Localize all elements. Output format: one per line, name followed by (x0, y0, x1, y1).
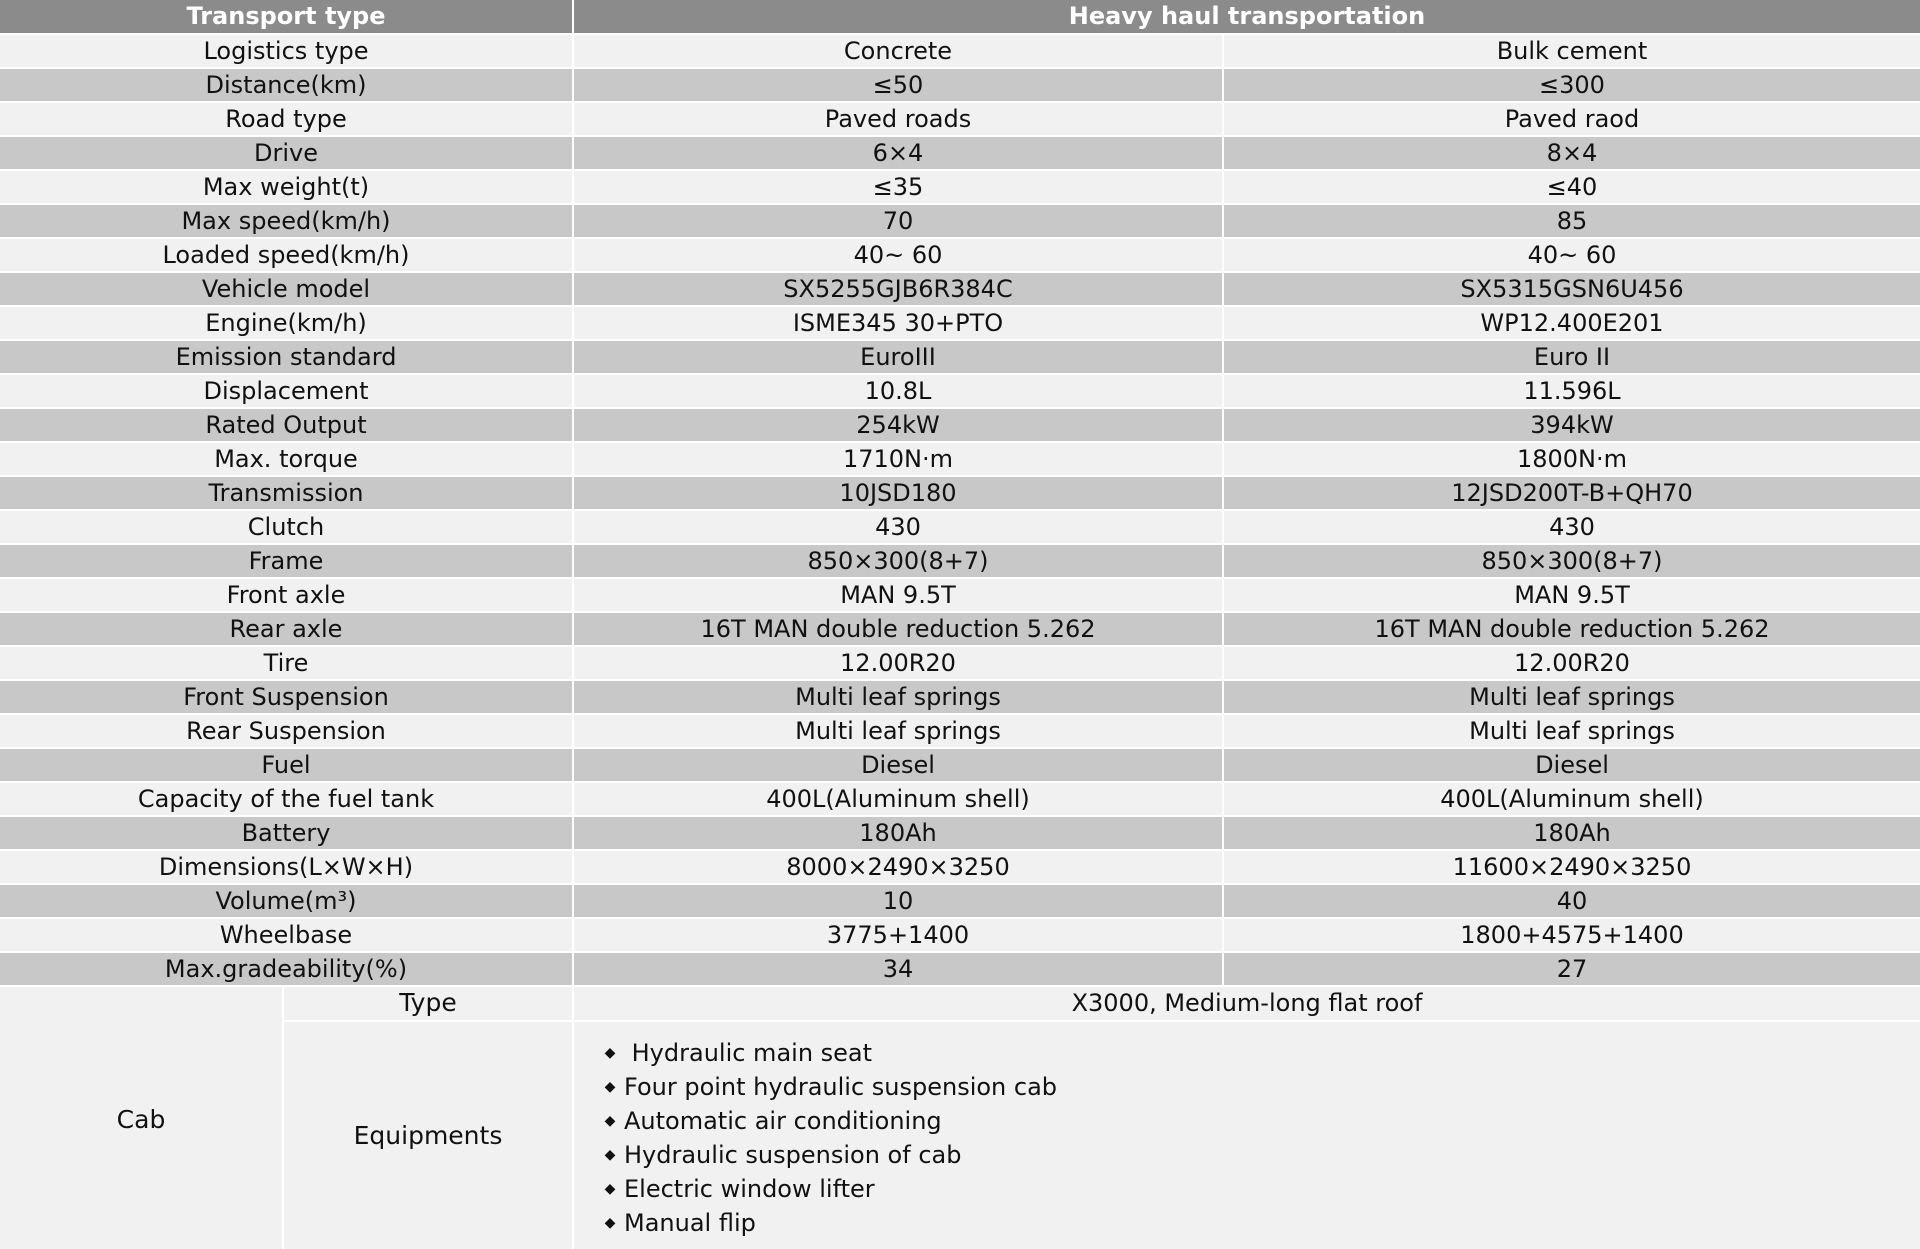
table-row (0, 884, 1920, 918)
cab-type-value: X3000, Medium-long flat roof (1071, 989, 1423, 1017)
concrete-value: Multi leaf springs (795, 717, 1001, 745)
equipment-item (600, 1138, 1057, 1172)
spec-label: Max speed(km/h) (181, 207, 391, 235)
concrete-value: 400L(Aluminum shell) (766, 785, 1030, 813)
table-row (0, 442, 1920, 476)
grid-hline (0, 203, 1920, 205)
grid-hline (0, 543, 1920, 545)
concrete-value: 10.8L (864, 377, 932, 405)
table-row (0, 408, 1920, 442)
concrete-value: EuroIII (860, 343, 936, 371)
grid-hline (0, 101, 1920, 103)
spec-label: Engine(km/h) (205, 309, 367, 337)
concrete-value: 850×300(8+7) (807, 547, 989, 575)
grid-hline (0, 305, 1920, 307)
spec-label: Logistics type (203, 37, 369, 65)
table-row (0, 238, 1920, 272)
bulk-cement-value: Diesel (1535, 751, 1609, 779)
grid-hline (0, 441, 1920, 443)
spec-label: Drive (254, 139, 318, 167)
table-row (0, 612, 1920, 646)
bulk-cement-value: 85 (1556, 207, 1588, 235)
spec-label: Rear Suspension (186, 717, 386, 745)
bulk-cement-value: ≤300 (1539, 71, 1605, 99)
concrete-value: 430 (875, 513, 921, 541)
bulk-cement-value: 11600×2490×3250 (1452, 853, 1692, 881)
grid-vline (282, 986, 284, 1249)
spec-label: Frame (248, 547, 324, 575)
table-row (0, 578, 1920, 612)
concrete-value: 10 (882, 887, 914, 915)
spec-label: Wheelbase (219, 921, 353, 949)
grid-hline (0, 951, 1920, 953)
grid-hline (0, 815, 1920, 817)
spec-label: Emission standard (175, 343, 397, 371)
bulk-cement-value: 1800+4575+1400 (1460, 921, 1684, 949)
concrete-value: 180Ah (859, 819, 937, 847)
grid-hline (0, 33, 1920, 35)
spec-label: Loaded speed(km/h) (162, 241, 410, 269)
table-row (0, 306, 1920, 340)
bulk-cement-value: 12JSD200T-B+QH70 (1451, 479, 1693, 507)
bulk-cement-value: SX5315GSN6U456 (1460, 275, 1684, 303)
grid-hline (0, 713, 1920, 715)
grid-hline (0, 339, 1920, 341)
grid-hline (282, 1020, 1920, 1022)
spec-label: Fuel (261, 751, 311, 779)
cab-equipments-label: Equipments (353, 1121, 503, 1150)
bulk-cement-value: ≤40 (1546, 173, 1598, 201)
concrete-value: MAN 9.5T (840, 581, 956, 609)
bulk-cement-value: 27 (1556, 955, 1588, 983)
concrete-value: 40~ 60 (853, 241, 943, 269)
grid-hline (0, 985, 1920, 987)
spec-label: Vehicle model (201, 275, 371, 303)
equipment-item (600, 1172, 1057, 1206)
bulk-cement-value: 11.596L (1523, 377, 1621, 405)
table-row (0, 782, 1920, 816)
bulk-cement-value: MAN 9.5T (1514, 581, 1630, 609)
equipment-text: Automatic air conditioning (624, 1107, 942, 1135)
equipment-text: Hydraulic main seat (624, 1039, 873, 1067)
table-row (0, 102, 1920, 136)
bullet-icon: ◆ (604, 1147, 616, 1163)
concrete-value: Paved roads (824, 105, 972, 133)
table-row (0, 952, 1920, 986)
table-row (0, 476, 1920, 510)
bullet-icon: ◆ (604, 1215, 616, 1231)
spec-label: Distance(km) (205, 71, 367, 99)
table-row (0, 714, 1920, 748)
equipment-text: Four point hydraulic suspension cab (624, 1073, 1058, 1101)
cab-type-label: Type (399, 988, 457, 1017)
spec-label: Front Suspension (183, 683, 389, 711)
equipment-item (600, 1070, 1057, 1104)
bulk-cement-value: 394kW (1530, 411, 1614, 439)
bulk-cement-value: 8×4 (1546, 139, 1598, 167)
table-row (0, 340, 1920, 374)
concrete-value: Diesel (861, 751, 935, 779)
equipment-text: Electric window lifter (624, 1175, 875, 1203)
concrete-value: Concrete (843, 37, 953, 65)
grid-hline (0, 135, 1920, 137)
spec-label: Road type (225, 105, 347, 133)
table-row (0, 204, 1920, 238)
concrete-value: 3775+1400 (826, 921, 970, 949)
table-row (0, 374, 1920, 408)
table-row (0, 510, 1920, 544)
spec-label: Front axle (226, 581, 346, 609)
bulk-cement-value: 400L(Aluminum shell) (1440, 785, 1704, 813)
grid-hline (0, 645, 1920, 647)
concrete-value: 6×4 (872, 139, 924, 167)
bulk-cement-value: Multi leaf springs (1469, 717, 1675, 745)
spec-label: Battery (241, 819, 331, 847)
grid-hline (0, 373, 1920, 375)
spec-label: Clutch (247, 513, 325, 541)
concrete-value: ≤35 (872, 173, 924, 201)
bulk-cement-value: 180Ah (1533, 819, 1611, 847)
equipment-text: Hydraulic suspension of cab (624, 1141, 962, 1169)
grid-hline (0, 169, 1920, 171)
table-row (0, 748, 1920, 782)
bulk-cement-value: Bulk cement (1496, 37, 1648, 65)
bullet-icon: ◆ (604, 1079, 616, 1095)
concrete-value: 1710N·m (842, 445, 954, 473)
equipment-text: Manual flip (624, 1209, 756, 1237)
spec-label: Rear axle (229, 615, 343, 643)
bullet-icon: ◆ (604, 1181, 616, 1197)
table-row (0, 850, 1920, 884)
equipment-item (600, 1036, 1057, 1070)
concrete-value: 254kW (856, 411, 940, 439)
bulk-cement-value: 430 (1549, 513, 1595, 541)
table-row (0, 680, 1920, 714)
table-row (0, 170, 1920, 204)
spec-label: Transmission (208, 479, 364, 507)
table-row (0, 544, 1920, 578)
table-row (0, 68, 1920, 102)
bulk-cement-value: 16T MAN double reduction 5.262 (1374, 615, 1770, 643)
spec-label: Tire (263, 649, 309, 677)
table-row (0, 918, 1920, 952)
cab-equipments-list (600, 1036, 1057, 1240)
equipment-item (600, 1206, 1057, 1240)
concrete-value: 34 (882, 955, 914, 983)
concrete-value: 16T MAN double reduction 5.262 (700, 615, 1096, 643)
spec-label: Dimensions(L×W×H) (158, 853, 414, 881)
grid-hline (0, 917, 1920, 919)
spec-label: Displacement (203, 377, 369, 405)
grid-hline (0, 67, 1920, 69)
grid-hline (0, 611, 1920, 613)
concrete-value: 8000×2490×3250 (786, 853, 1010, 881)
table-row (0, 646, 1920, 680)
grid-hline (0, 509, 1920, 511)
grid-hline (0, 237, 1920, 239)
bulk-cement-value: Paved raod (1504, 105, 1640, 133)
grid-hline (0, 475, 1920, 477)
spec-label: Rated Output (205, 411, 367, 439)
spec-label: Max weight(t) (202, 173, 370, 201)
table-row (0, 272, 1920, 306)
bulk-cement-value: Euro II (1533, 343, 1611, 371)
grid-hline (0, 747, 1920, 749)
cab-label: Cab (116, 1105, 166, 1134)
concrete-value: SX5255GJB6R384C (783, 275, 1013, 303)
concrete-value: 10JSD180 (839, 479, 957, 507)
concrete-value: Multi leaf springs (795, 683, 1001, 711)
concrete-value: ≤50 (872, 71, 924, 99)
bulk-cement-value: 1800N·m (1516, 445, 1628, 473)
spec-label: Capacity of the fuel tank (137, 785, 435, 813)
bulk-cement-value: 850×300(8+7) (1481, 547, 1663, 575)
grid-hline (0, 271, 1920, 273)
grid-hline (0, 883, 1920, 885)
grid-vline (572, 0, 574, 1249)
equipment-item (600, 1104, 1057, 1138)
concrete-value: 70 (882, 207, 914, 235)
bulk-cement-value: Multi leaf springs (1469, 683, 1675, 711)
header-transport-type: Transport type (0, 0, 572, 33)
table-row (0, 34, 1920, 68)
bullet-icon: ◆ (604, 1045, 616, 1061)
bulk-cement-value: 12.00R20 (1514, 649, 1630, 677)
spec-label: Max.gradeability(%) (164, 955, 408, 983)
grid-hline (0, 849, 1920, 851)
spec-label: Volume(m³) (215, 887, 357, 915)
bulk-cement-value: 40 (1556, 887, 1588, 915)
table-row (0, 136, 1920, 170)
grid-hline (0, 577, 1920, 579)
table-row (0, 816, 1920, 850)
bullet-icon: ◆ (604, 1113, 616, 1129)
bulk-cement-value: WP12.400E201 (1480, 309, 1664, 337)
bulk-cement-value: 40~ 60 (1527, 241, 1617, 269)
grid-hline (0, 407, 1920, 409)
grid-hline (0, 679, 1920, 681)
concrete-value: ISME345 30+PTO (792, 309, 1004, 337)
spec-label: Max. torque (214, 445, 358, 473)
concrete-value: 12.00R20 (840, 649, 956, 677)
header-heavy-haul: Heavy haul transportation (574, 0, 1920, 33)
grid-hline (0, 781, 1920, 783)
